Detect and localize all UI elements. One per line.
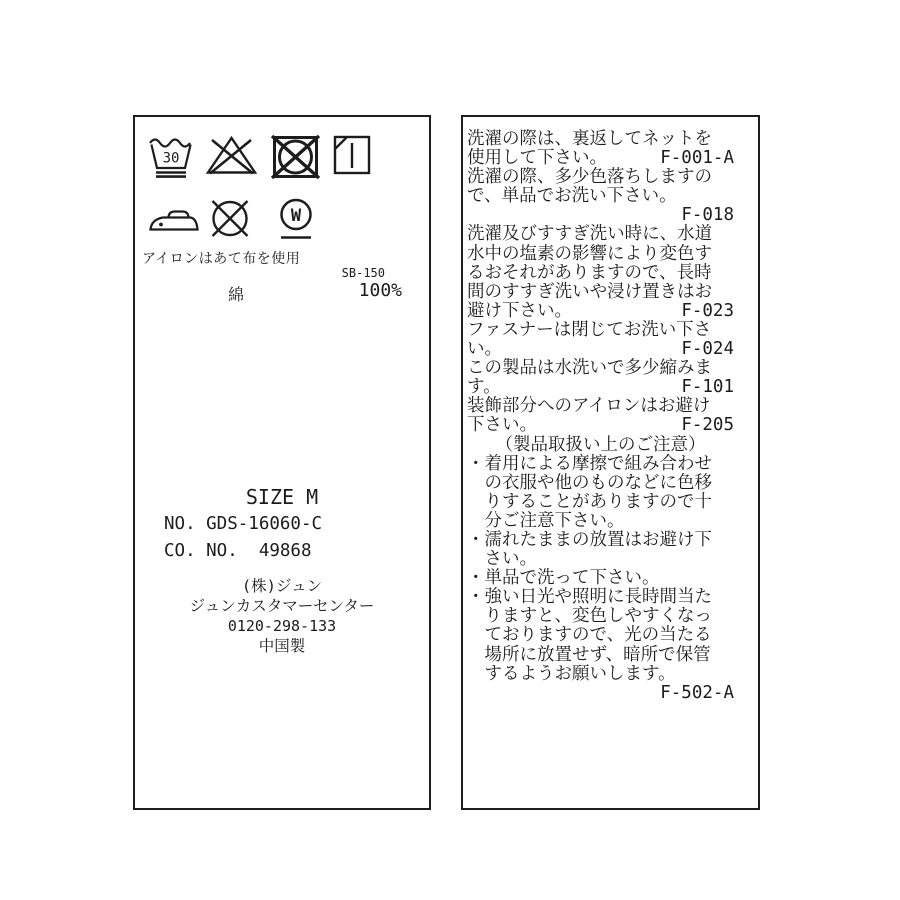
care-line xyxy=(467,684,734,703)
care-line-text: 下さい。 xyxy=(467,415,537,436)
care-line-text: 間のすすぎ洗いや浸け置きはお xyxy=(467,281,713,302)
care-line xyxy=(467,397,734,416)
care-line-text: ・強い日光や照明に長時間当た xyxy=(467,587,712,608)
care-line xyxy=(467,168,734,187)
fabric-code: SB-150 xyxy=(341,266,385,280)
care-line xyxy=(467,187,734,206)
care-line xyxy=(467,130,734,149)
company-name: (株)ジュン xyxy=(241,577,323,595)
care-line xyxy=(467,206,734,225)
iron-low-heat-icon xyxy=(148,203,200,231)
care-line-text: 装飾部分へのアイロンはお避け xyxy=(467,396,711,417)
care-line-text: ・単品で洗って下さい。 xyxy=(467,568,660,589)
care-line xyxy=(467,569,734,588)
care-instructions xyxy=(463,117,758,703)
care-line-text: 洗濯及びすすぎ洗い時に、水道 xyxy=(467,224,713,245)
care-line-code: F-018 xyxy=(681,205,734,226)
co-number: CO. NO. 49868 xyxy=(164,541,312,561)
care-line xyxy=(467,359,734,378)
size-label: SIZE M xyxy=(245,485,319,509)
care-line-text: するようお願いします。 xyxy=(467,663,676,684)
care-line-code: F-024 xyxy=(681,339,734,360)
line-dry-shade-icon xyxy=(333,135,371,175)
no-tumble-dry-icon xyxy=(269,135,322,179)
care-line xyxy=(467,474,734,493)
care-line-text: （製品取扱い上のご注意） xyxy=(495,434,706,455)
care-line-text: ・着用による摩擦で組み合わせ xyxy=(467,453,712,474)
care-line-code: F-205 xyxy=(681,415,734,436)
customer-center: ジュンカスタマーセンター xyxy=(189,597,375,615)
wash-temp-label: 30 xyxy=(162,150,180,167)
care-line xyxy=(467,607,734,626)
care-line xyxy=(467,665,734,684)
care-line xyxy=(467,626,734,645)
care-line-text: るおそれがありますので、長時 xyxy=(467,262,712,283)
material-percentage: 100% xyxy=(358,280,402,301)
care-line-text: の衣服や他のものなどに色移 xyxy=(467,472,712,493)
care-line-text: ておりますので、光の当たる xyxy=(467,625,712,646)
care-line xyxy=(467,436,734,455)
left-panel xyxy=(133,115,431,810)
care-line-text: 洗濯の際は、裏返してネットを xyxy=(467,129,712,149)
wash-30-gentle-icon xyxy=(148,135,194,179)
care-line-text: 分ご注意下さい。 xyxy=(467,510,625,531)
iron-note: アイロンはあて布を使用 xyxy=(142,251,301,267)
care-line-text: 使用して下さい。 xyxy=(467,148,607,169)
care-line xyxy=(467,264,734,283)
care-line-text: ・濡れたままの放置はお避け下 xyxy=(467,529,712,550)
care-line xyxy=(467,455,734,474)
care-line-code: F-023 xyxy=(681,300,734,321)
care-line-text: りすることがありますので十 xyxy=(467,491,712,512)
material-row xyxy=(135,280,429,302)
care-line-text: で、単品でお洗い下さい。 xyxy=(467,186,677,207)
care-line-text: この製品は水洗いで多少縮みま xyxy=(467,358,712,379)
care-line xyxy=(467,646,734,665)
care-line xyxy=(467,512,734,531)
wet-clean-gentle-icon xyxy=(278,198,314,240)
country-of-origin: 中国製 xyxy=(258,637,306,655)
care-symbols-row-1 xyxy=(148,135,371,179)
care-line xyxy=(467,225,734,244)
care-line xyxy=(467,493,734,512)
care-line-text: りますと、変色しやすくなっ xyxy=(467,606,712,627)
care-line xyxy=(467,245,734,264)
care-symbols-row-2 xyxy=(148,198,314,240)
item-number: NO. GDS-16060-C xyxy=(164,514,323,534)
phone-number: 0120-298-133 xyxy=(227,617,337,635)
care-line-text: 洗濯の際、多少色落ちしますの xyxy=(467,167,712,188)
care-line-text: 場所に放置せず、暗所で保管 xyxy=(467,644,711,665)
care-line-text: 水中の塩素の影響により変色す xyxy=(467,243,712,264)
wet-clean-label: W xyxy=(290,206,302,226)
care-line xyxy=(467,416,734,435)
no-dry-clean-icon xyxy=(208,198,252,240)
care-line-text: す。 xyxy=(467,377,501,398)
care-line-text: さい。 xyxy=(467,549,537,570)
care-line xyxy=(467,531,734,550)
care-line-code: F-001-A xyxy=(660,148,734,169)
care-line xyxy=(467,588,734,607)
care-line xyxy=(467,302,734,321)
care-line xyxy=(467,149,734,168)
care-line-text: 避け下さい。 xyxy=(467,300,572,321)
care-line-code: F-502-A xyxy=(660,682,734,703)
material-name: 綿 xyxy=(228,285,245,304)
care-line xyxy=(467,283,734,302)
care-line xyxy=(467,321,734,340)
no-bleach-icon xyxy=(205,135,258,175)
care-line-text: い。 xyxy=(467,339,502,360)
care-line-text: ファスナーは閉じてお洗い下さ xyxy=(467,319,712,340)
care-line xyxy=(467,340,734,359)
care-line xyxy=(467,378,734,397)
company-block xyxy=(135,576,429,656)
care-line-code: F-101 xyxy=(681,377,734,398)
care-line xyxy=(467,550,734,569)
right-panel xyxy=(461,115,760,810)
